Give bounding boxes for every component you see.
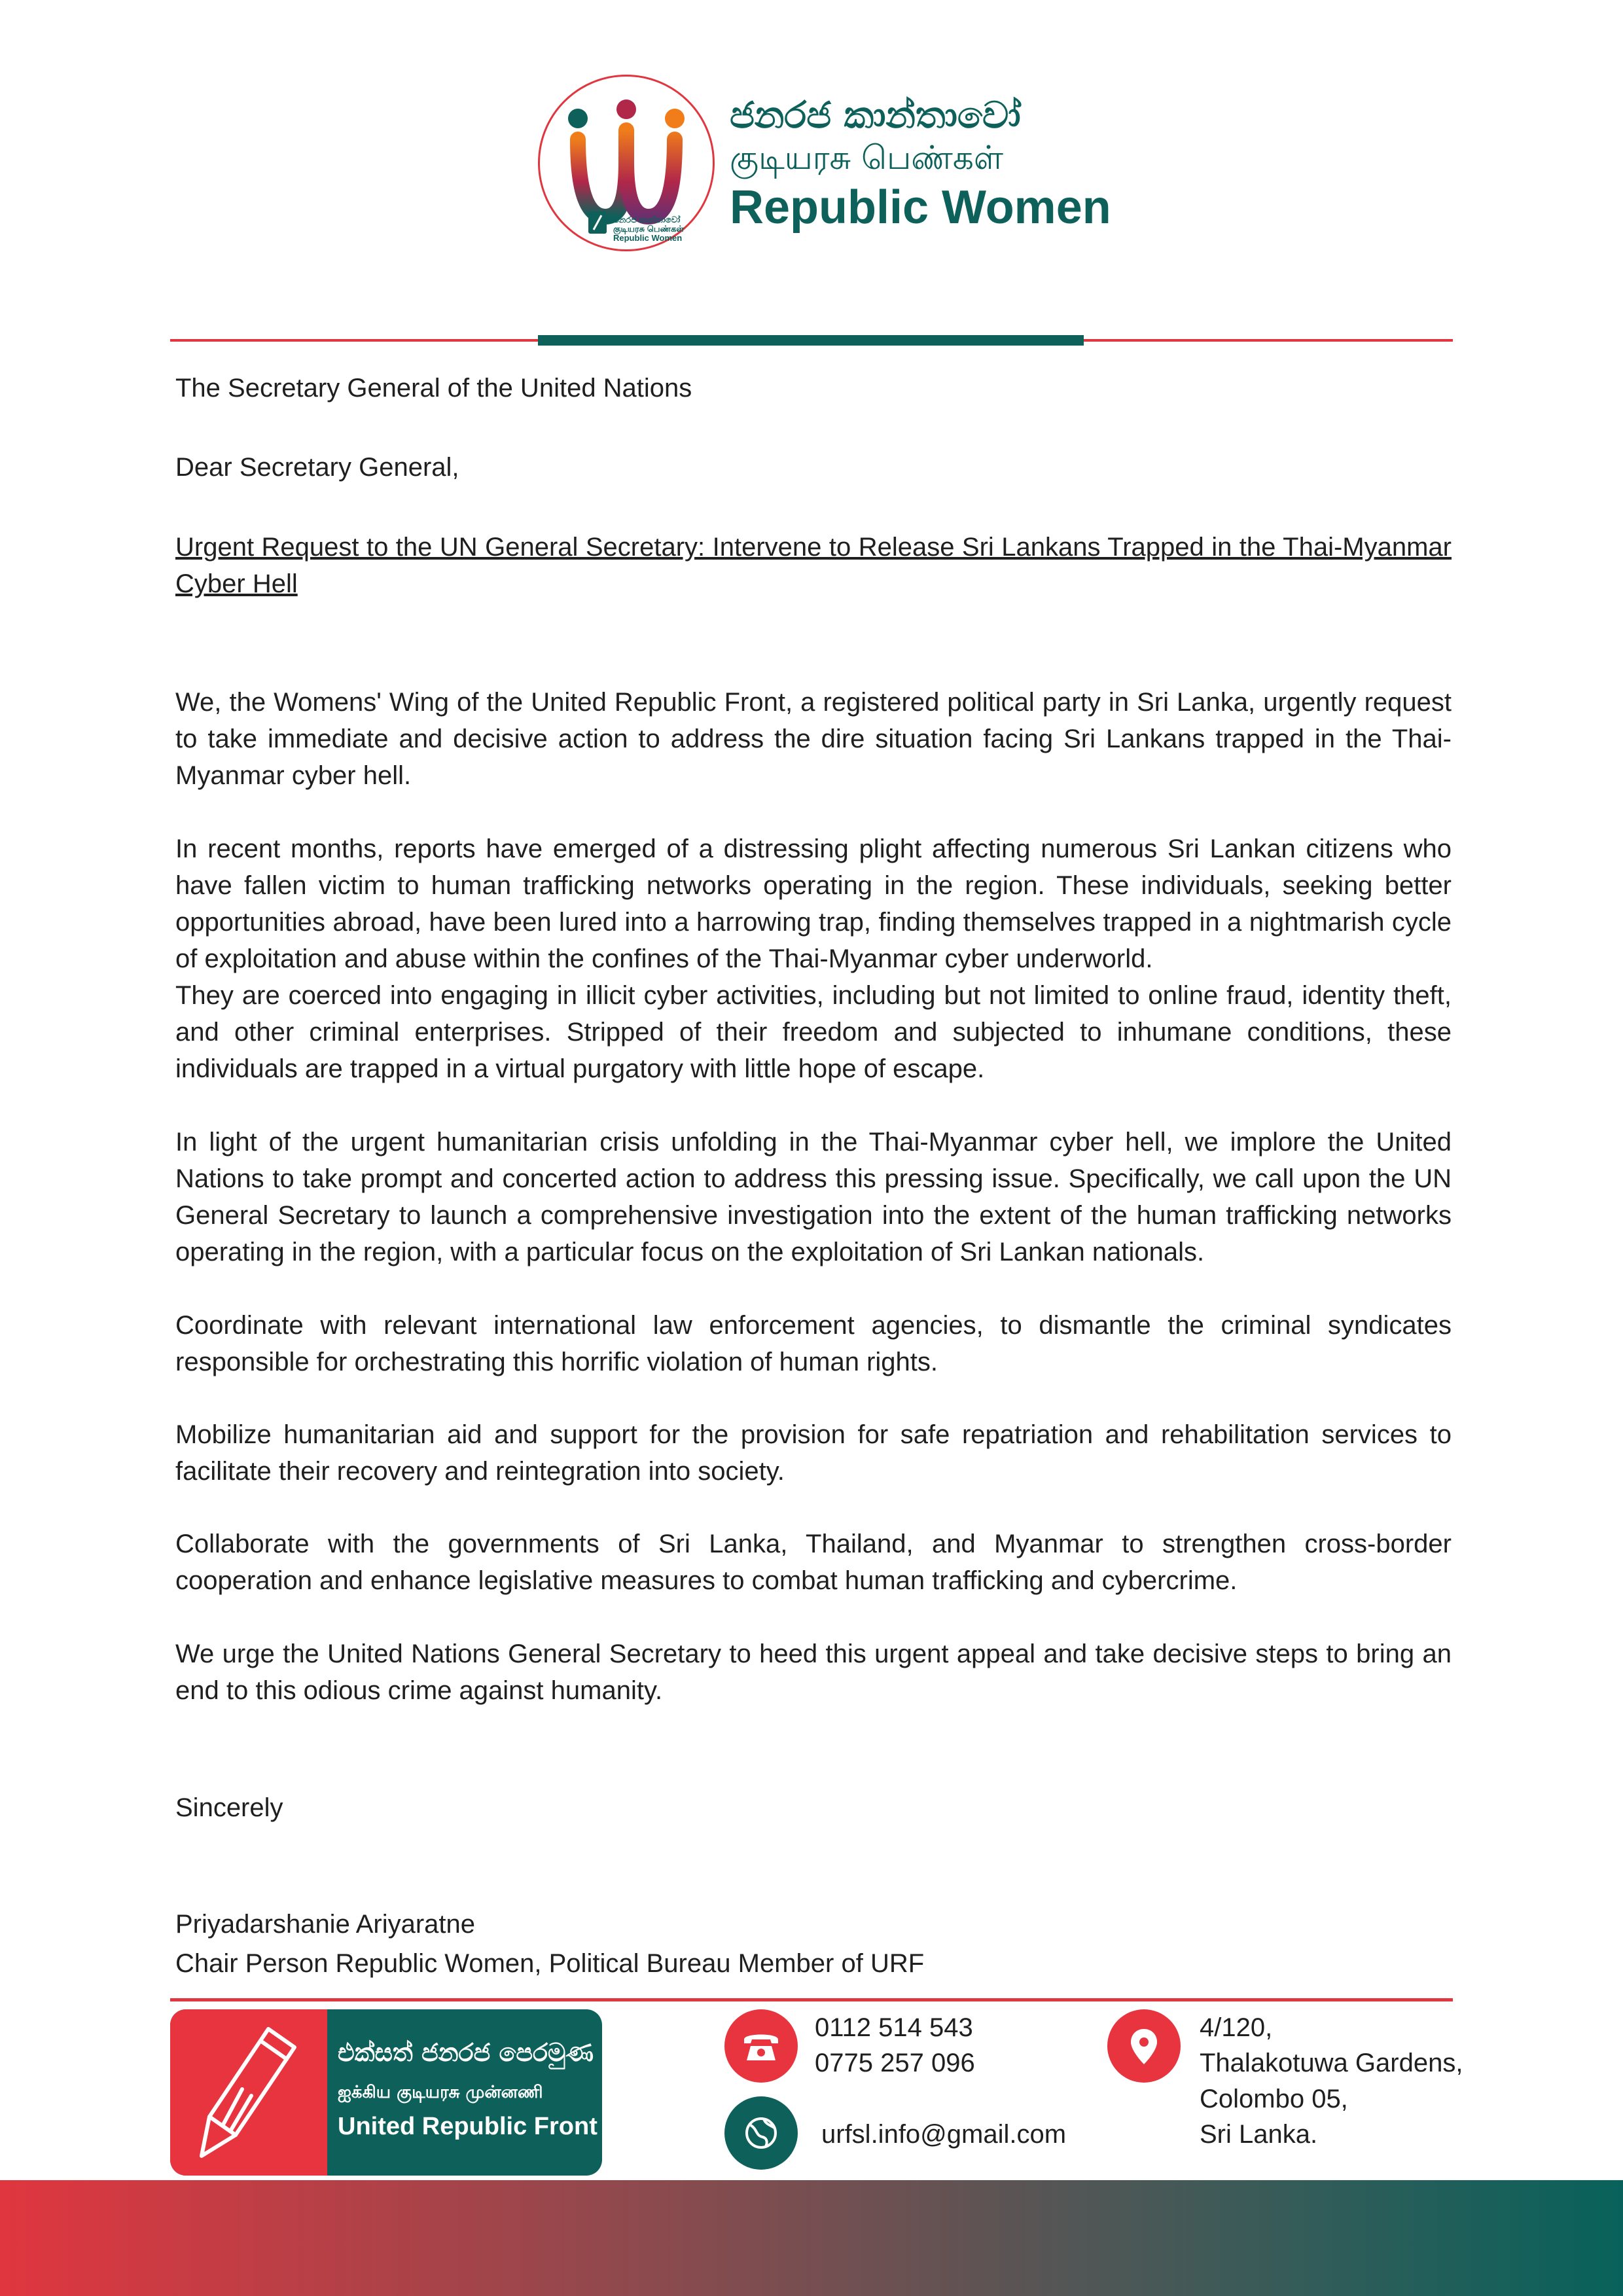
address-line-4: Sri Lanka. — [1200, 2120, 1318, 2149]
paragraph-coordinate: Coordinate with relevant international law enforcement agencies, to dismantle the criminal syndicates responsible for orchestrating this horrific violation of human rights. — [175, 1311, 1452, 1376]
party-badge — [170, 2009, 602, 2176]
paragraph-collaborate: Collaborate with the governments of Sri Lanka, Thailand, and Myanmar to strengthen cross-border cooperation and enhance legislative measures to combat human trafficking and cybercrime. — [175, 1530, 1452, 1595]
footer-divider — [170, 1998, 1453, 2001]
signatory-title: Chair Person Republic Women, Political Bureau Member of URF — [175, 1949, 925, 1978]
party-name-sinhala: එක්සත් ජනරජ පෙරමුණ — [338, 2038, 594, 2067]
paragraph-mobilize: Mobilize humanitarian aid and support for the provision for safe repatriation and rehabilitation services to facilitate their recovery and reintegration into society. — [175, 1420, 1452, 1486]
signatory-name: Priyadarshanie Ariyaratne — [175, 1910, 476, 1939]
party-name-tamil: ஐக்கிய குடியரசு முன்னணி — [338, 2083, 543, 2102]
paragraph-conditions: They are coerced into engaging in illicit cyber activities, including but not limited to online fraud, identity theft, and other criminal enterprises. Stripped of their freedom and subjected to inhumane conditions, these individuals are trapped in a virtual purgatory with little hope of escape. — [175, 981, 1452, 1083]
party-badge-icon-panel — [170, 2009, 327, 2176]
globe-icon — [724, 2096, 798, 2170]
salutation: Dear Secretary General, — [175, 453, 459, 482]
brand-name-sinhala: ජනරජ කාන්තාවෝ — [730, 94, 1021, 137]
brand-name-english: Republic Women — [730, 181, 1111, 234]
paragraph-background: In recent months, reports have emerged of a distressing plight affecting numerous Sri Lankan citizens who have fallen victim to human trafficking networks operating in the region. These individuals, seeking better opportunities abroad, have been lured into a harrowing trap, finding themselves trapped in a nightmarish cycle of exploitation and abuse within the confines of the Thai-Myanmar cyber underworld. — [175, 834, 1452, 973]
logo-caption-ta: குடியரசு பெண்கள் — [613, 224, 685, 234]
recipient: The Secretary General of the United Nations — [175, 374, 692, 403]
footer-gradient-band — [0, 2180, 1623, 2296]
phone-icon — [724, 2009, 798, 2083]
paragraph-request: In light of the urgent humanitarian crisis unfolding in the Thai-Myanmar cyber hell, we implore the United Nations to take prompt and concerted action to address this pressing issue. Specifically, we call upon the UN General Secretary to launch a comprehensive investigation into the extent of the human trafficking networks operating in the region, with a particular focus on the exploitation of Sri Lankan nationals. — [175, 1128, 1452, 1266]
location-pin-icon — [1107, 2009, 1181, 2083]
header-divider-accent — [538, 335, 1084, 346]
party-name-english: United Republic Front — [338, 2113, 597, 2140]
logo-caption — [613, 215, 684, 243]
address-line-3: Colombo 05, — [1200, 2085, 1348, 2113]
address-line-1: 4/120, — [1200, 2013, 1273, 2042]
logo-caption-si: ජනරජ කාන්තාවෝ — [613, 215, 681, 224]
letter-subject: Urgent Request to the UN General Secretary: Intervene to Release Sri Lankans Trapped in the Thai-Myanmar Cyber Hell — [175, 533, 1452, 598]
closing: Sincerely — [175, 1793, 283, 1822]
pencil-icon — [196, 2024, 301, 2161]
email-address[interactable]: urfsl.info@gmail.com — [821, 2120, 1067, 2149]
logo-caption-en: Republic Women — [613, 233, 683, 243]
logo-emblem — [538, 75, 715, 251]
phone-number-1: 0112 514 543 — [815, 2013, 973, 2042]
address-line-2: Thalakotuwa Gardens, — [1200, 2049, 1463, 2077]
phone-number-2: 0775 257 096 — [815, 2049, 975, 2077]
paragraph-urge: We urge the United Nations General Secretary to heed this urgent appeal and take decisive steps to bring an end to this odious crime against humanity. — [175, 1640, 1452, 1705]
paragraph-intro: We, the Womens' Wing of the United Republic Front, a registered political party in Sri Lanka, urgently request to take immediate and decisive action to address the dire situation facing Sri Lankans trapped in the Thai-Myanmar cyber hell. — [175, 688, 1452, 790]
brand-name-tamil: குடியரசு பெண்கள் — [730, 139, 1003, 177]
